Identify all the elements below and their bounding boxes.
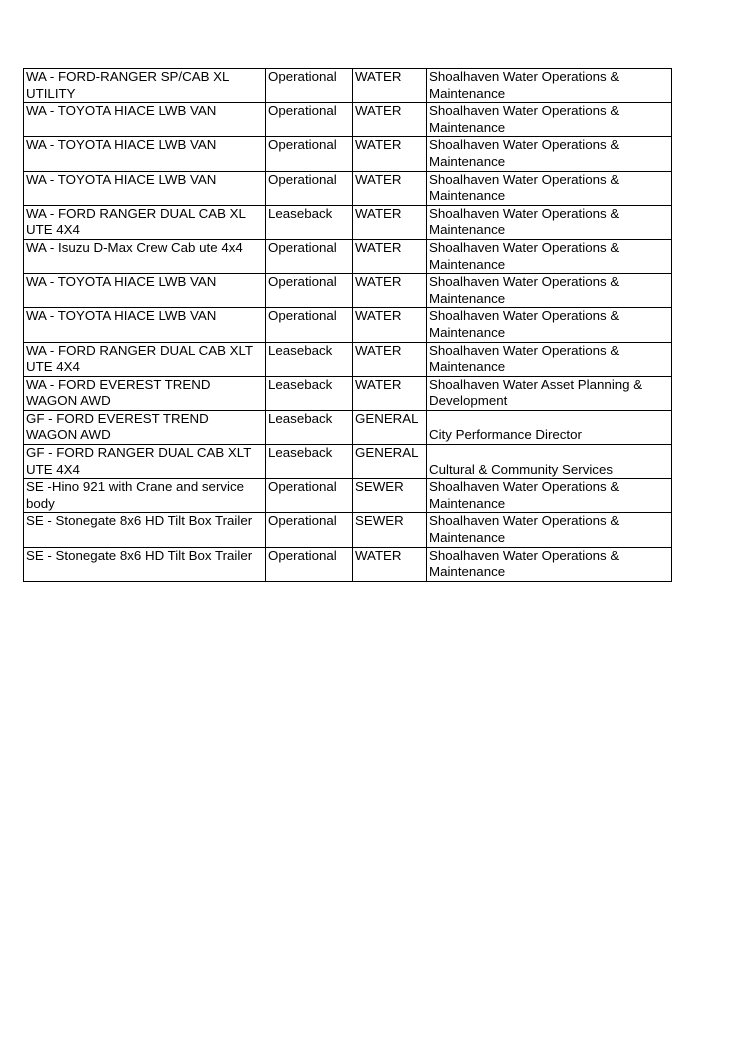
vehicle-description-cell: WA - TOYOTA HIACE LWB VAN bbox=[24, 274, 266, 308]
branch-cell: City Performance Director bbox=[427, 410, 672, 444]
table-row bbox=[24, 513, 672, 547]
branch-cell: Cultural & Community Services bbox=[427, 445, 672, 479]
table-row bbox=[24, 410, 672, 444]
fund-cell: GENERAL bbox=[353, 410, 427, 444]
vehicle-type-cell: Operational bbox=[266, 137, 353, 171]
vehicle-type-cell: Operational bbox=[266, 103, 353, 137]
table-row bbox=[24, 445, 672, 479]
vehicle-description-cell: GF - FORD RANGER DUAL CAB XLT UTE 4X4 bbox=[24, 445, 266, 479]
fund-cell: WATER bbox=[353, 342, 427, 376]
vehicle-type-cell: Leaseback bbox=[266, 342, 353, 376]
branch-cell: Shoalhaven Water Operations & Maintenance bbox=[427, 205, 672, 239]
branch-cell: Shoalhaven Water Asset Planning & Development bbox=[427, 376, 672, 410]
vehicle-description-cell: SE -Hino 921 with Crane and service body bbox=[24, 479, 266, 513]
fund-cell: WATER bbox=[353, 137, 427, 171]
fund-cell: WATER bbox=[353, 308, 427, 342]
vehicle-type-cell: Operational bbox=[266, 308, 353, 342]
vehicle-type-cell: Leaseback bbox=[266, 445, 353, 479]
branch-cell: Shoalhaven Water Operations & Maintenance bbox=[427, 137, 672, 171]
vehicle-description-cell: SE - Stonegate 8x6 HD Tilt Box Trailer bbox=[24, 547, 266, 581]
vehicle-description-cell: WA - Isuzu D-Max Crew Cab ute 4x4 bbox=[24, 239, 266, 273]
vehicle-description-cell: WA - FORD-RANGER SP/CAB XL UTILITY bbox=[24, 69, 266, 103]
vehicle-description-cell: GF - FORD EVEREST TREND WAGON AWD bbox=[24, 410, 266, 444]
vehicle-description-cell: WA - FORD RANGER DUAL CAB XL UTE 4X4 bbox=[24, 205, 266, 239]
table-row bbox=[24, 239, 672, 273]
branch-cell: Shoalhaven Water Operations & Maintenance bbox=[427, 308, 672, 342]
vehicle-description-cell: WA - TOYOTA HIACE LWB VAN bbox=[24, 137, 266, 171]
vehicle-description-cell: WA - TOYOTA HIACE LWB VAN bbox=[24, 103, 266, 137]
vehicle-type-cell: Operational bbox=[266, 274, 353, 308]
table-row bbox=[24, 205, 672, 239]
table-row bbox=[24, 103, 672, 137]
branch-cell: Shoalhaven Water Operations & Maintenance bbox=[427, 342, 672, 376]
vehicle-type-cell: Leaseback bbox=[266, 205, 353, 239]
vehicle-description-cell: SE - Stonegate 8x6 HD Tilt Box Trailer bbox=[24, 513, 266, 547]
branch-cell: Shoalhaven Water Operations & Maintenance bbox=[427, 239, 672, 273]
table-row bbox=[24, 274, 672, 308]
vehicle-type-cell: Operational bbox=[266, 479, 353, 513]
fund-cell: SEWER bbox=[353, 479, 427, 513]
vehicle-type-cell: Leaseback bbox=[266, 410, 353, 444]
fund-cell: WATER bbox=[353, 171, 427, 205]
table-row bbox=[24, 342, 672, 376]
fund-cell: WATER bbox=[353, 274, 427, 308]
branch-cell: Shoalhaven Water Operations & Maintenance bbox=[427, 103, 672, 137]
vehicle-type-cell: Operational bbox=[266, 239, 353, 273]
fund-cell: WATER bbox=[353, 205, 427, 239]
vehicle-description-cell: WA - FORD RANGER DUAL CAB XLT UTE 4X4 bbox=[24, 342, 266, 376]
vehicle-type-cell: Operational bbox=[266, 513, 353, 547]
vehicle-type-cell: Operational bbox=[266, 547, 353, 581]
vehicle-type-cell: Leaseback bbox=[266, 376, 353, 410]
fund-cell: SEWER bbox=[353, 513, 427, 547]
fund-cell: WATER bbox=[353, 103, 427, 137]
branch-cell: Shoalhaven Water Operations & Maintenance bbox=[427, 547, 672, 581]
vehicle-description-cell: WA - FORD EVEREST TREND WAGON AWD bbox=[24, 376, 266, 410]
vehicle-description-cell: WA - TOYOTA HIACE LWB VAN bbox=[24, 308, 266, 342]
branch-cell: Shoalhaven Water Operations & Maintenance bbox=[427, 479, 672, 513]
table-row bbox=[24, 69, 672, 103]
table-row bbox=[24, 308, 672, 342]
fund-cell: WATER bbox=[353, 547, 427, 581]
fund-cell: WATER bbox=[353, 239, 427, 273]
vehicle-type-cell: Operational bbox=[266, 171, 353, 205]
branch-cell: Shoalhaven Water Operations & Maintenance bbox=[427, 274, 672, 308]
vehicle-type-cell: Operational bbox=[266, 69, 353, 103]
table-row bbox=[24, 547, 672, 581]
vehicle-description-cell: WA - TOYOTA HIACE LWB VAN bbox=[24, 171, 266, 205]
fleet-vehicle-table bbox=[23, 68, 672, 582]
table-row bbox=[24, 137, 672, 171]
branch-cell: Shoalhaven Water Operations & Maintenance bbox=[427, 171, 672, 205]
fund-cell: WATER bbox=[353, 69, 427, 103]
table-row bbox=[24, 376, 672, 410]
branch-cell: Shoalhaven Water Operations & Maintenance bbox=[427, 69, 672, 103]
fund-cell: GENERAL bbox=[353, 445, 427, 479]
table-row bbox=[24, 479, 672, 513]
fund-cell: WATER bbox=[353, 376, 427, 410]
branch-cell: Shoalhaven Water Operations & Maintenance bbox=[427, 513, 672, 547]
table-row bbox=[24, 171, 672, 205]
